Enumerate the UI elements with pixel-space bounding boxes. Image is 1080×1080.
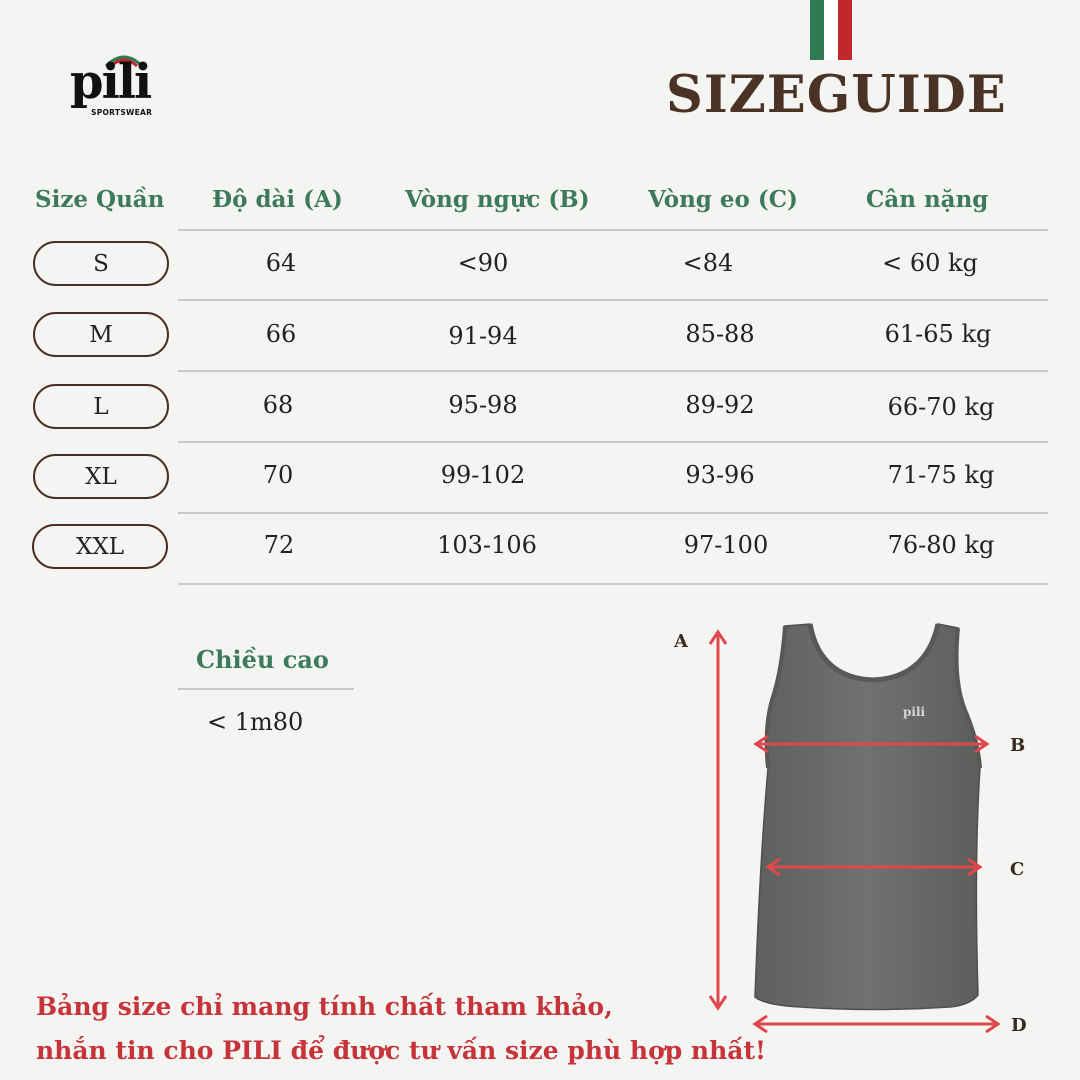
weight-cell: 76-80 kg	[887, 531, 995, 559]
header-size: Size Quần	[35, 186, 165, 213]
chest-cell: 95-98	[448, 391, 518, 419]
weight-cell: 61-65 kg	[884, 320, 992, 348]
height-header: Chiều cao	[196, 645, 329, 674]
chest-cell: <90	[457, 249, 509, 277]
measure-label-d: D	[1011, 1015, 1027, 1036]
measure-label-a: A	[674, 631, 688, 652]
length-cell: 72	[263, 531, 295, 559]
size-pill-l: L	[33, 384, 169, 429]
header-chest: Vòng ngực (B)	[405, 186, 590, 213]
waist-cell: 97-100	[683, 531, 769, 559]
waist-cell: 85-88	[685, 320, 755, 348]
waist-cell: <84	[682, 249, 734, 277]
table-rule	[178, 441, 1048, 443]
chest-cell: 103-106	[437, 531, 537, 559]
tank-top-shape	[755, 624, 980, 1010]
disclaimer-line-1: Bảng size chỉ mang tính chất tham khảo,	[36, 992, 613, 1021]
measure-label-b: B	[1010, 735, 1026, 756]
flag-red-stripe	[838, 0, 852, 60]
size-pill-m: M	[33, 312, 169, 357]
waist-cell: 89-92	[685, 391, 755, 419]
logo-subtext: SPORTSWEAR	[91, 108, 153, 117]
table-rule	[178, 370, 1048, 372]
logo-wordmark: pili	[70, 54, 151, 110]
header-length: Độ dài (A)	[212, 186, 343, 213]
measure-arrow-d	[755, 1016, 998, 1032]
length-cell: 68	[262, 391, 294, 419]
measure-arrow-a	[710, 632, 726, 1008]
height-rule	[178, 688, 354, 690]
size-pill-s: S	[33, 241, 169, 286]
weight-cell: 66-70 kg	[887, 393, 995, 421]
page-title: SIZEGUIDE	[666, 65, 1007, 125]
length-cell: 70	[262, 461, 294, 489]
length-cell: 66	[265, 320, 297, 348]
table-rule	[178, 229, 1048, 231]
table-rule	[178, 512, 1048, 514]
waist-cell: 93-96	[685, 461, 755, 489]
shirt-logo-text: pili	[903, 705, 926, 719]
table-rule	[178, 299, 1048, 301]
weight-cell: < 60 kg	[882, 249, 978, 277]
chest-cell: 91-94	[448, 322, 518, 350]
length-cell: 64	[265, 249, 297, 277]
measure-label-c: C	[1010, 859, 1025, 880]
tank-top-diagram	[660, 600, 1020, 1040]
header-weight: Cân nặng	[866, 186, 989, 213]
flag-white-stripe	[824, 0, 838, 60]
chest-cell: 99-102	[440, 461, 526, 489]
flag-green-stripe	[810, 0, 824, 60]
table-rule	[178, 583, 1048, 585]
header-waist: Vòng eo (C)	[648, 186, 798, 213]
height-value: < 1m80	[207, 708, 304, 736]
disclaimer-line-2: nhắn tin cho PILI để được tư vấn size phù hợp nhất!	[36, 1036, 767, 1065]
weight-cell: 71-75 kg	[887, 461, 995, 489]
size-pill-xl: XL	[33, 454, 169, 499]
brand-logo	[62, 50, 172, 120]
size-pill-xxl: XXL	[32, 524, 168, 569]
